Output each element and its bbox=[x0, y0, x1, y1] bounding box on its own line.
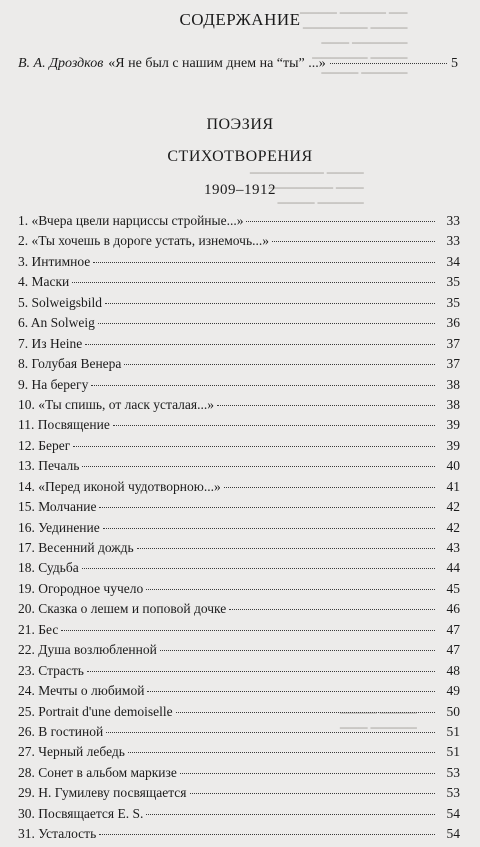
dot-leader bbox=[82, 466, 435, 467]
toc-entry bbox=[18, 560, 460, 580]
dot-leader bbox=[217, 405, 435, 406]
dot-leader bbox=[91, 385, 435, 386]
toc-entry-title: 7. Из Heine bbox=[18, 335, 83, 351]
dot-leader bbox=[99, 507, 435, 508]
dot-leader bbox=[105, 303, 435, 304]
toc-entry bbox=[18, 233, 460, 253]
toc-entry-page-number: 38 bbox=[446, 376, 460, 392]
toc-entry-title: 29. Н. Гумилеву посвящается bbox=[18, 785, 187, 801]
toc-entry bbox=[18, 520, 460, 540]
dot-leader bbox=[229, 609, 435, 610]
toc-entry-title: 21. Бес bbox=[18, 621, 59, 637]
contents-heading: СОДЕРЖАНИЕ bbox=[179, 10, 301, 29]
intro-entry bbox=[18, 56, 458, 72]
table-of-contents bbox=[18, 213, 460, 847]
toc-entry bbox=[18, 295, 460, 315]
dot-leader bbox=[147, 691, 435, 692]
toc-entry-title: 22. Душа возлюбленной bbox=[18, 642, 157, 658]
toc-entry bbox=[18, 704, 460, 724]
show-through-text: ▁▁ ▁▁▁▁▁ ▁▁▁▁ ▁▁▁▁ ▁▁▁▁▁▁▁ ▁▁▁▁▁▁ ▁▁▁ ▁▁▁▁ ▁▁▁▁▁▁ ▁▁▁▁▁ ▁▁▁▁ bbox=[300, 0, 408, 74]
dot-leader bbox=[246, 221, 435, 222]
toc-entry-title: 17. Весенний дождь bbox=[18, 540, 134, 555]
toc-entry bbox=[18, 336, 460, 356]
toc-entry-title: 30. Посвящается E. S. bbox=[18, 805, 144, 821]
toc-entry-title: 27. Черный лебедь bbox=[18, 744, 125, 760]
dot-leader bbox=[87, 671, 435, 672]
dot-leader bbox=[85, 344, 435, 345]
toc-entry-title: 5. Solweigsbild bbox=[18, 294, 103, 310]
dot-leader bbox=[137, 548, 435, 549]
toc-entry bbox=[18, 744, 460, 764]
toc-entry-title: 26. В гостиной bbox=[18, 723, 104, 739]
toc-entry-title: 31. Усталость bbox=[18, 826, 97, 842]
toc-entry-page-number: 41 bbox=[446, 478, 460, 494]
toc-entry-page-number: 48 bbox=[446, 662, 460, 678]
toc-entry-title: 13. Печаль bbox=[18, 458, 80, 474]
toc-entry-title: 1. «Вчера цвели нарциссы стройные...» bbox=[18, 213, 244, 228]
dot-leader bbox=[113, 425, 435, 426]
dot-leader bbox=[272, 241, 435, 242]
toc-entry-page-number: 53 bbox=[446, 785, 460, 801]
toc-entry-page-number: 39 bbox=[446, 417, 460, 433]
toc-entry-page-number: 42 bbox=[446, 519, 460, 535]
toc-entry-page-number: 42 bbox=[446, 499, 460, 515]
toc-entry-page-number: 45 bbox=[446, 580, 460, 596]
toc-entry-page-number: 51 bbox=[446, 723, 460, 739]
dot-leader bbox=[146, 814, 435, 815]
toc-entry bbox=[18, 683, 460, 703]
toc-entry-page-number: 51 bbox=[446, 744, 460, 760]
toc-entry bbox=[18, 356, 460, 376]
toc-entry bbox=[18, 397, 460, 417]
toc-entry-title: 15. Молчание bbox=[18, 499, 97, 515]
dot-leader bbox=[176, 712, 435, 713]
toc-entry-page-number: 43 bbox=[446, 540, 460, 555]
toc-entry-title: 24. Мечты о любимой bbox=[18, 683, 145, 699]
toc-entry-title: 2. «Ты хочешь в дороге устать, изнемочь...» bbox=[18, 233, 270, 249]
toc-entry-page-number: 54 bbox=[446, 826, 460, 842]
toc-entry bbox=[18, 622, 460, 642]
subsection-heading: СТИХОТВОРЕНИЯ bbox=[167, 148, 313, 165]
toc-entry-page-number: 47 bbox=[446, 642, 460, 658]
toc-entry-title: 25. Portrait d'une demoiselle bbox=[18, 703, 173, 719]
toc-entry bbox=[18, 377, 460, 397]
toc-entry bbox=[18, 581, 460, 601]
toc-entry bbox=[18, 785, 460, 805]
toc-entry bbox=[18, 806, 460, 826]
toc-entry bbox=[18, 724, 460, 744]
dot-leader bbox=[180, 773, 435, 774]
toc-entry-title: 6. An Solweig bbox=[18, 315, 95, 331]
dot-leader bbox=[106, 732, 435, 733]
toc-entry bbox=[18, 458, 460, 478]
toc-entry bbox=[18, 213, 460, 233]
toc-entry-title: 23. Страсть bbox=[18, 662, 84, 678]
toc-entry-page-number: 37 bbox=[446, 335, 460, 351]
toc-entry-page-number: 44 bbox=[446, 560, 460, 576]
toc-entry-title: 18. Судьба bbox=[18, 560, 79, 576]
dot-leader bbox=[160, 650, 435, 651]
toc-entry-page-number: 38 bbox=[446, 396, 460, 412]
toc-entry bbox=[18, 274, 460, 294]
toc-entry-page-number: 35 bbox=[446, 274, 460, 290]
toc-entry-page-number: 35 bbox=[446, 294, 460, 310]
toc-entry-title: 4. Маски bbox=[18, 274, 70, 290]
years-heading: 1909–1912 bbox=[204, 182, 276, 198]
toc-entry-title: 10. «Ты спишь, от ласк усталая...» bbox=[18, 396, 214, 412]
toc-entry bbox=[18, 438, 460, 458]
show-through-text: ▁▁▁▁ ▁▁▁▁▁▁▁▁ ▁▁▁ ▁▁▁▁▁▁▁ ▁▁▁▁▁ ▁▁▁▁ bbox=[250, 160, 364, 204]
toc-entry bbox=[18, 417, 460, 437]
toc-entry bbox=[18, 663, 460, 683]
dot-leader bbox=[190, 793, 436, 794]
toc-entry-page-number: 37 bbox=[446, 356, 460, 372]
toc-entry-page-number: 40 bbox=[446, 458, 460, 474]
dot-leader bbox=[93, 262, 435, 263]
toc-entry-title: 14. «Перед иконой чудотворною...» bbox=[18, 478, 221, 494]
toc-entry-page-number: 47 bbox=[446, 621, 460, 637]
toc-entry bbox=[18, 254, 460, 274]
toc-entry bbox=[18, 765, 460, 785]
toc-entry-title: 19. Огородное чучело bbox=[18, 580, 144, 596]
dot-leader bbox=[128, 752, 435, 753]
show-through-text: ▁▁▁▁ ▁▁▁▁ ▁▁▁▁▁ ▁▁▁ bbox=[340, 700, 417, 729]
dot-leader bbox=[99, 834, 435, 835]
dot-leader bbox=[61, 630, 435, 631]
dot-leader bbox=[103, 528, 435, 529]
dot-leader bbox=[146, 589, 435, 590]
toc-entry bbox=[18, 601, 460, 621]
toc-entry-page-number: 39 bbox=[446, 437, 460, 453]
toc-entry-title: 11. Посвящение bbox=[18, 417, 110, 433]
toc-entry-page-number: 46 bbox=[446, 601, 460, 617]
dot-leader bbox=[124, 364, 435, 365]
toc-entry bbox=[18, 499, 460, 519]
toc-entry-page-number: 34 bbox=[446, 253, 460, 269]
toc-entry-title: 12. Берег bbox=[18, 437, 71, 453]
toc-entry-page-number: 50 bbox=[446, 703, 460, 719]
section-heading: ПОЭЗИЯ bbox=[206, 116, 274, 133]
toc-entry-title: 16. Уединение bbox=[18, 519, 100, 535]
toc-entry-title: 20. Сказка о лешем и поповой дочке bbox=[18, 601, 227, 617]
toc-entry-title: 8. Голубая Венера bbox=[18, 356, 122, 372]
dot-leader bbox=[82, 568, 435, 569]
intro-title: «Я не был с нашим днем на “ты” ...» bbox=[108, 56, 326, 71]
toc-entry bbox=[18, 826, 460, 846]
toc-entry bbox=[18, 315, 460, 335]
toc-entry bbox=[18, 540, 460, 560]
intro-page-number: 5 bbox=[451, 56, 458, 71]
toc-entry bbox=[18, 642, 460, 662]
intro-author: В. А. Дроздков bbox=[18, 56, 104, 71]
dot-leader bbox=[73, 446, 435, 447]
toc-entry-title: 28. Сонет в альбом маркизе bbox=[18, 764, 177, 780]
toc-entry-page-number: 36 bbox=[446, 315, 460, 331]
dot-leader bbox=[72, 282, 435, 283]
dot-leader bbox=[224, 487, 435, 488]
dot-leader bbox=[330, 63, 447, 64]
toc-entry-title: 9. На берегу bbox=[18, 376, 89, 392]
toc-entry-page-number: 54 bbox=[446, 805, 460, 821]
toc-entry-page-number: 33 bbox=[446, 213, 460, 228]
toc-entry-page-number: 33 bbox=[446, 233, 460, 249]
toc-entry-page-number: 53 bbox=[446, 764, 460, 780]
toc-entry bbox=[18, 479, 460, 499]
toc-entry-title: 3. Интимное bbox=[18, 253, 91, 269]
dot-leader bbox=[98, 323, 435, 324]
toc-entry-page-number: 49 bbox=[446, 683, 460, 699]
